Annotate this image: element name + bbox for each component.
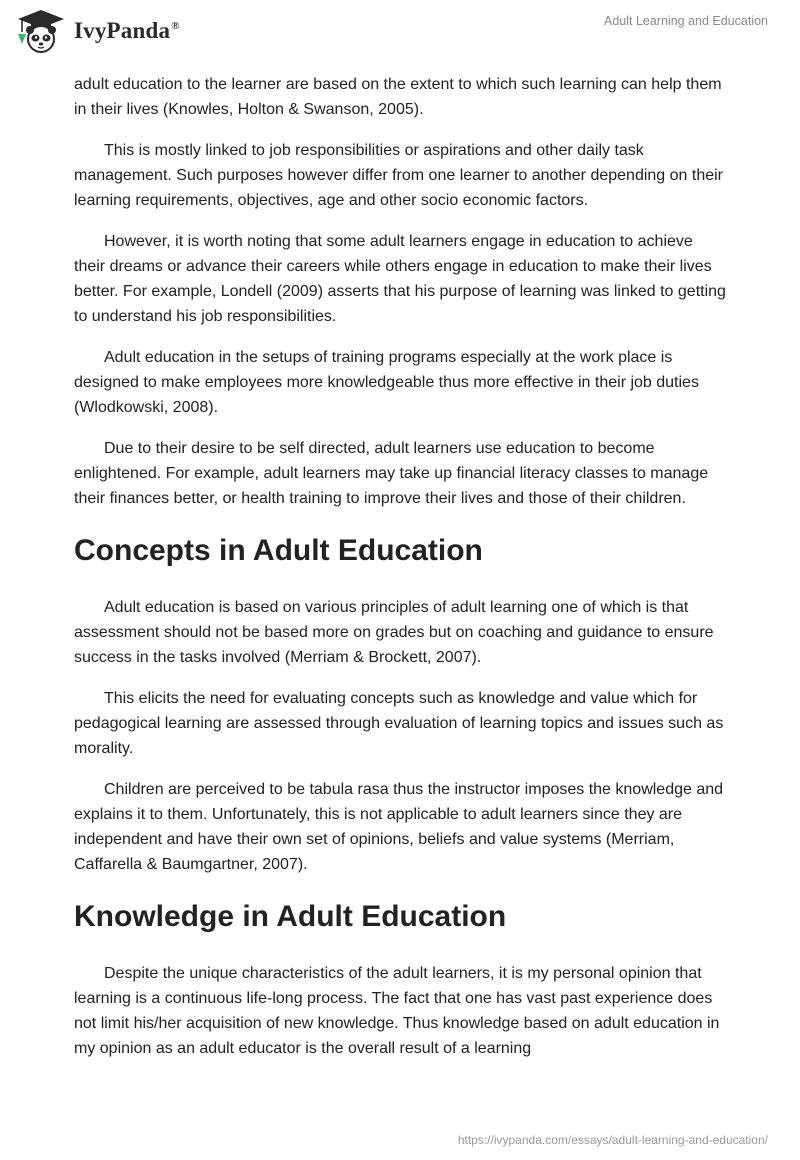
paragraph: Adult education in the setups of training programs especially at the work place is designed to make employees more knowledgeable thus more effective in their job duties (Wlodkowski, 2008). <box>74 349 699 416</box>
section-heading: Knowledge in Adult Education <box>74 900 507 933</box>
paragraph: Children are perceived to be tabula rasa thus the instructor imposes the knowledge and explains it to them. Unfortunately, this is not applicable to adult learners since they are independent and have their own set of opinions, beliefs and value systems (Merriam, Caffarella & Baumgartner, 2007). <box>74 781 724 873</box>
paragraph: Adult education is based on various principles of adult learning one of which is that assessment should not be based more on grades but on coaching and guidance to ensure success in the tasks involved (Merriam & Brockett, 2007). <box>74 599 714 666</box>
paragraph: Despite the unique characteristics of the adult learners, it is my personal opinion that learning is a continuous life-long process. The fact that one has vast past experience does not limit his/her acquisition of new knowledge. Thus knowledge based on adult education in my opinion as an adult educator is the overall result of a learning <box>74 965 720 1057</box>
registered-mark: ® <box>171 20 180 33</box>
paragraph: Due to their desire to be self directed, adult learners use education to become enlightened. For example, adult learners may take up financial literacy classes to manage their finances better, or health training to improve their lives and those of their children. <box>74 440 709 507</box>
source-url[interactable]: https://ivypanda.com/essays/adult-learning-and-education/ <box>457 1133 768 1147</box>
ivypanda-logo[interactable] <box>14 8 180 54</box>
paragraph: However, it is worth noting that some adult learners engage in education to achieve their dreams or advance their careers while others engage in education to make their lives better. For example, Londell (2009) asserts that his purpose of learning was linked to getting to understand his job responsibilities. <box>74 233 726 325</box>
section-heading: Concepts in Adult Education <box>74 534 483 567</box>
panda-graduate-icon <box>14 8 68 54</box>
paragraph: adult education to the learner are based on the extent to which such learning can help them in their lives (Knowles, Holton & Swanson, 2005). <box>74 76 722 118</box>
paragraph: This elicits the need for evaluating concepts such as knowledge and value which for pedagogical learning are assessed through evaluation of learning topics and issues such as morality. <box>74 690 724 757</box>
essay-content <box>74 72 726 1077</box>
document-title: Adult Learning and Education <box>603 14 768 28</box>
brand-name: IvyPanda® <box>74 18 180 43</box>
page-header <box>0 0 800 70</box>
paragraph: This is mostly linked to job responsibilities or aspirations and other daily task management. Such purposes however differ from one learner to another depending on their learning requirements, objectives, age and other socio economic factors. <box>74 142 723 209</box>
